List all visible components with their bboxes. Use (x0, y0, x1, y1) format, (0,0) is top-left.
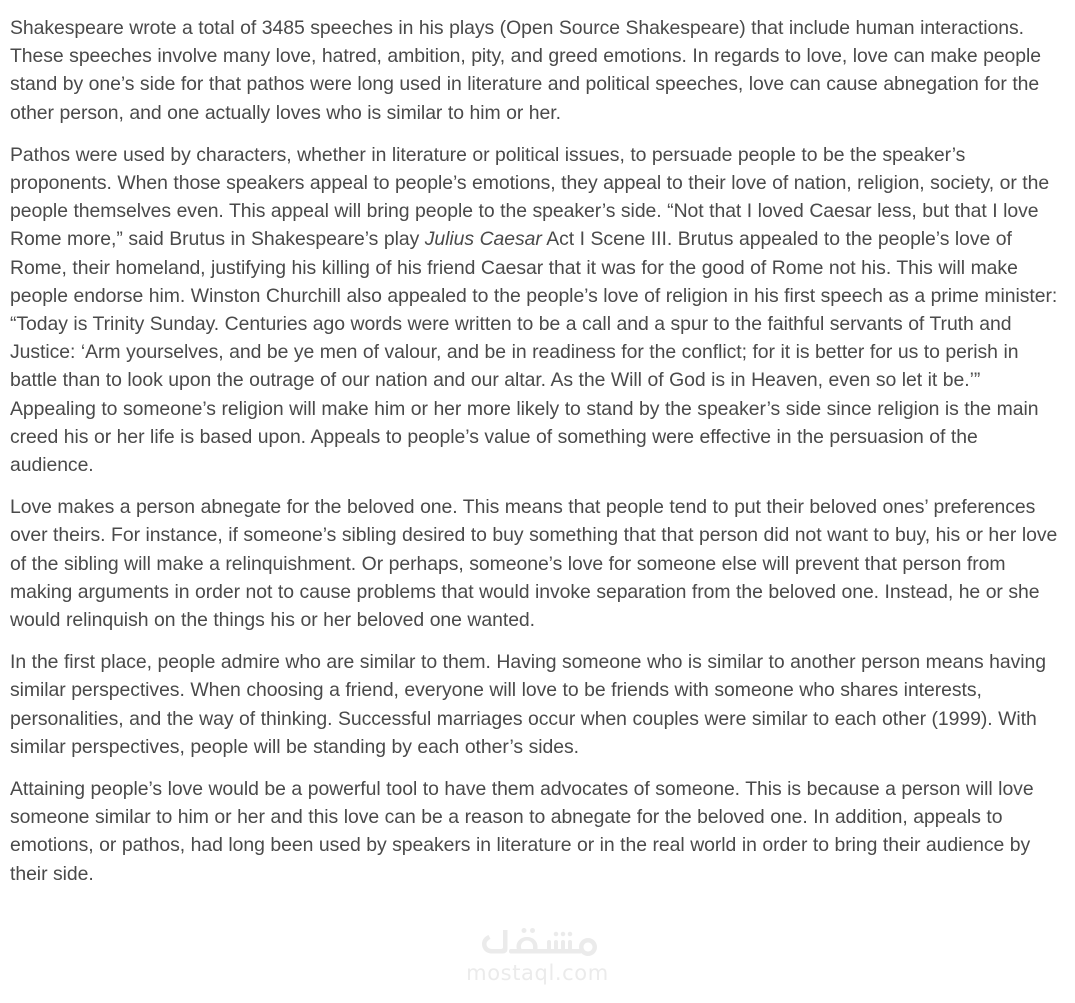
play-title-julius-caesar: Julius Caesar (424, 228, 542, 251)
watermark (0, 924, 1075, 985)
paragraph-5: Attaining people’s love would be a powerful tool to have them advocates of someone. This is because a person will love someone similar to him or her and this love can be a reason to abnegate for the beloved one. In addition, appeals to emotions, or pathos, had long been used by speakers in literature or in the real world in order to bring their audience by their side. (10, 778, 1034, 885)
paragraph-2-part-1: Pathos were used by characters, whether in literature or political issues, to persuade people to be the speaker’s proponents. When those speakers appeal to people’s emotions, they appeal to their love of nation, religion, society, or the people themselves even. This appeal will bring people to the speaker’s side. “Not that I loved Caesar less, but that I love Rome more,” said Brutus in Shakespeare’s play (10, 143, 1050, 251)
paragraph-3: Love makes a person abnegate for the beloved one. This means that people tend to put their beloved ones’ preferences over theirs. For instance, if someone’s sibling desired to buy something that that person did not want to buy, his or her love of the sibling will make a relinquishment. Or perhaps, someone’s love for someone else will prevent that person from making arguments in order not to cause problems that would invoke separation from the beloved one. Instead, he or she would relinquish on the things his or her beloved one wanted. (10, 496, 1058, 632)
paragraph-4: In the first place, people admire who are similar to them. Having someone who is similar to another person means having similar perspectives. When choosing a friend, everyone will love to be friends with someone who shares interests, personalities, and the way of thinking. Successful marriages occur when couples were similar to each other (1999). With similar perspectives, people will be standing by each other’s sides. (10, 651, 1046, 758)
paragraph-2-part-2: Act I Scene III. Brutus appealed to the people’s love of Rome, their homeland, justifying his killing of his friend Caesar that it was for the good of Rome not his. This will make people endorse him. Winston Churchill also appealed to the people’s love of religion in his first speech as a prime minister: “Today is Trinity Sunday. Centuries ago words were written to be a call and a spur to the faithful servants of Truth and Justice: ‘Arm yourselves, and be ye men of valour, and be in readiness for the conflict; for it is better for us to perish in battle than to look upon the outrage of our nation and our altar. As the Will of God is in Heaven, even so let it be.’” Appealing to someone’s religion will make him or her more likely to stand by the speaker’s side since religion is the main creed his or her life is based upon. Appeals to people’s value of something were effective in the persuasion of the audience. (10, 228, 1058, 477)
paragraph-1: Shakespeare wrote a total of 3485 speeches in his plays (Open Source Shakespeare) that include human interactions. These speeches involve many love, hatred, ambition, pity, and greed emotions. In regards to love, love can make people stand by one’s side for that pathos were long used in literature and political speeches, love can cause abnegation for the other person, and one actually loves who is similar to him or her. (10, 17, 1042, 124)
paragraph-2 (10, 141, 1066, 479)
article-body (10, 14, 1066, 888)
watermark-domain-text: mostaql.com (466, 961, 609, 985)
mostaql-wordmark-icon (472, 924, 604, 958)
